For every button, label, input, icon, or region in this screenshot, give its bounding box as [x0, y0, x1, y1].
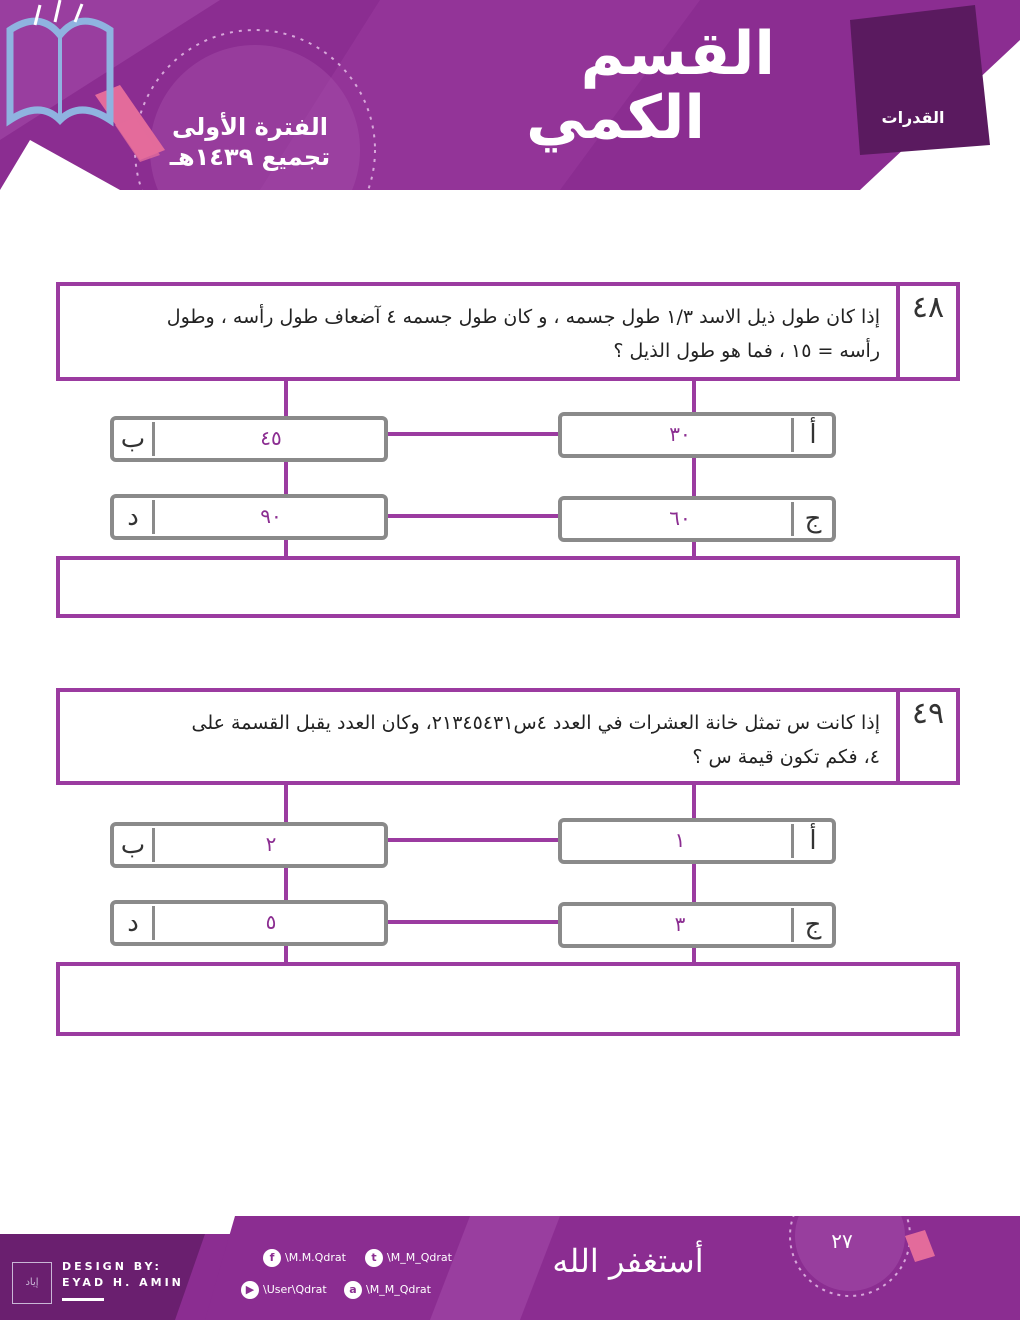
youtube-icon[interactable]: ▶ — [241, 1281, 259, 1299]
option-c-label: ج — [791, 908, 832, 942]
option-b[interactable] — [110, 416, 388, 462]
question-49-text — [74, 706, 880, 774]
period-line1: الفترة الأولى — [171, 113, 329, 141]
option-a[interactable] — [558, 818, 836, 864]
question-48-line1: إذا كان طول ذيل الاسد ١/٣ طول جسمه ، و كان طول جسمه ٤ آضعاف طول رأسه ، وطول — [166, 306, 880, 328]
question-49-box — [56, 688, 960, 785]
option-a-label: أ — [791, 418, 832, 452]
option-b[interactable] — [110, 822, 388, 868]
twitter-icon[interactable]: t — [365, 1249, 383, 1267]
question-48-text — [74, 300, 880, 368]
option-d-value: ٩٠ — [260, 504, 282, 528]
connector-line — [388, 432, 560, 436]
option-a[interactable] — [558, 412, 836, 458]
design-underline — [62, 1298, 104, 1301]
connector-line — [388, 838, 560, 842]
option-b-value: ٤٥ — [260, 426, 282, 450]
period-line2: تجميع ١٤٣٩هـ — [169, 143, 331, 171]
option-a-value: ٣٠ — [669, 422, 691, 446]
option-a-value: ١ — [674, 828, 686, 852]
question-48-line2: رأسه = ١٥ ، فما هو طول الذيل ؟ — [613, 340, 880, 362]
ask-icon[interactable]: a — [344, 1281, 362, 1299]
question-48-box — [56, 282, 960, 381]
logo-text: القدرات — [881, 108, 945, 127]
page-header — [0, 0, 1020, 190]
option-a-label: أ — [791, 824, 832, 858]
facebook-icon[interactable]: f — [263, 1249, 281, 1267]
option-c-value: ٦٠ — [669, 506, 691, 530]
option-d-value: ٥ — [265, 910, 277, 934]
ask-handle[interactable]: \M_M_Qdrat — [366, 1283, 431, 1296]
option-c[interactable] — [558, 496, 836, 542]
connector-line — [388, 514, 560, 518]
section-title-line2: الكمي — [526, 83, 705, 153]
connector-line — [388, 920, 560, 924]
option-c-value: ٣ — [674, 912, 686, 936]
question-49-line2: ٤، فكم تكون قيمة س ؟ — [692, 746, 880, 768]
design-credit-line1: DESIGN BY: — [62, 1260, 162, 1273]
youtube-handle[interactable]: \User\Qdrat — [263, 1283, 327, 1296]
option-d-label: د — [114, 906, 155, 940]
question-49-number: ٤٩ — [896, 692, 956, 781]
twitter-handle[interactable]: \M_M_Qdrat — [387, 1251, 452, 1264]
design-credit-line2: EYAD H. AMIN — [62, 1276, 184, 1289]
question-48-number: ٤٨ — [896, 286, 956, 377]
period-label — [150, 112, 350, 172]
answer-box-48[interactable] — [56, 556, 960, 618]
facebook-handle[interactable]: \M.M.Qdrat — [285, 1251, 346, 1264]
option-b-label: ب — [114, 422, 155, 456]
book-logo-icon — [0, 0, 120, 145]
page-number: ٢٧ — [831, 1229, 853, 1253]
option-d[interactable] — [110, 900, 388, 946]
option-c[interactable] — [558, 902, 836, 948]
designer-signature: إياد — [12, 1262, 52, 1304]
calligraphy-text: أستغفر الله — [552, 1242, 704, 1280]
option-d[interactable] — [110, 494, 388, 540]
option-d-label: د — [114, 500, 155, 534]
section-title-line1: القسم — [580, 19, 775, 89]
answer-box-49[interactable] — [56, 962, 960, 1036]
option-b-value: ٢ — [265, 832, 277, 856]
option-c-label: ج — [791, 502, 832, 536]
question-49-line1: إذا كانت س تمثل خانة العشرات في العدد ٤س٢١٣٤٥٤٣١، وكان العدد يقبل القسمة على — [191, 712, 880, 734]
design-credit — [62, 1259, 184, 1291]
option-b-label: ب — [114, 828, 155, 862]
